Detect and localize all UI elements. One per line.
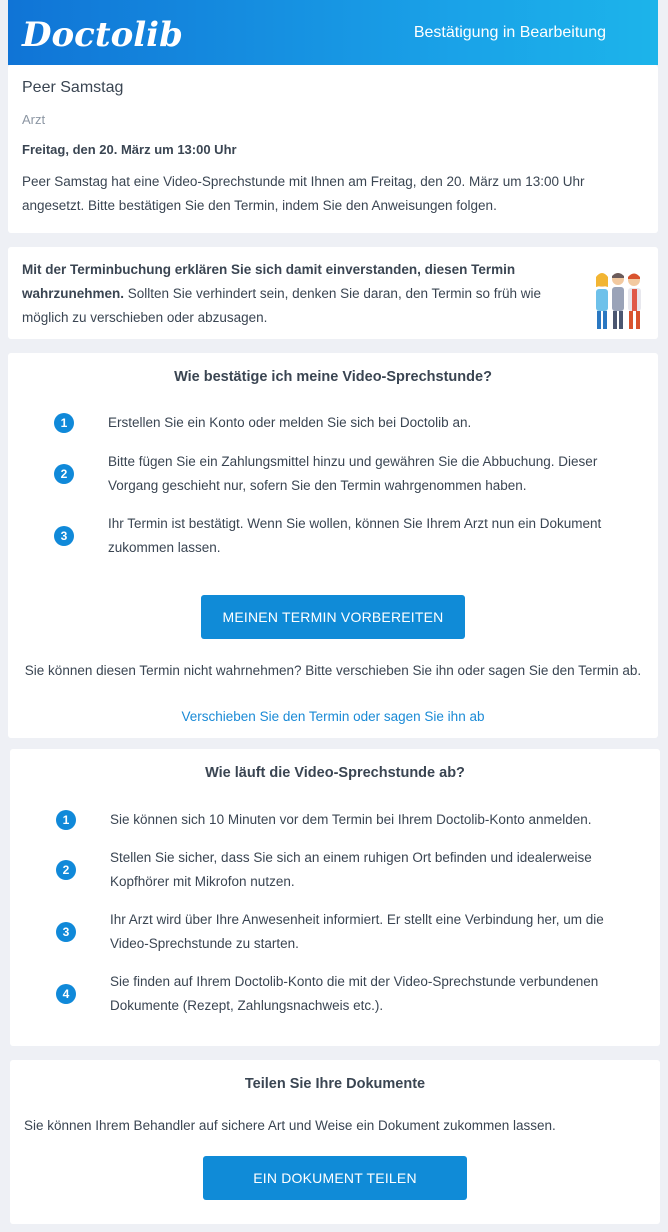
step-text: Ihr Termin ist bestätigt. Wenn Sie wollen, können Sie Ihrem Arzt nun ein Dokument zukommen lassen.	[108, 516, 602, 555]
share-description: Sie können Ihrem Behandler auf sichere Art und Weise ein Dokument zukommen lassen.	[24, 1118, 556, 1133]
step-number-badge: 1	[56, 810, 76, 830]
cannot-attend-text: Sie können diesen Termin nicht wahrnehmen? Bitte verschieben Sie ihn oder sagen Sie den Termin ab.	[24, 663, 642, 678]
step-text: Erstellen Sie ein Konto oder melden Sie sich bei Doctolib an.	[108, 415, 472, 430]
confirm-section-title: Wie bestätige ich meine Video-Sprechstunde?	[174, 369, 492, 385]
confirm-section-card	[8, 353, 658, 738]
share-section-card	[10, 1060, 660, 1224]
appointment-card	[8, 65, 658, 233]
step-number-badge: 1	[54, 413, 74, 433]
confirmation-status: Bestätigung in Bearbeitung	[413, 24, 606, 41]
step-number-badge: 3	[56, 922, 76, 942]
svg-text:Doctolib: Doctolib	[22, 15, 183, 55]
share-section-title: Teilen Sie Ihre Dokumente	[244, 1076, 426, 1092]
step-number-badge: 4	[56, 984, 76, 1004]
step-number-badge: 3	[54, 526, 74, 546]
consent-text	[22, 258, 562, 330]
header-bar	[8, 0, 658, 65]
share-document-button[interactable]: EIN DOKUMENT TEILEN	[203, 1156, 467, 1200]
prepare-appointment-button[interactable]: MEINEN TERMIN VORBEREITEN	[201, 595, 465, 639]
appointment-description: Peer Samstag hat eine Video-Sprechstunde mit Ihnen am Freitag, den 20. März um 13:00 Uhr angesetzt. Bitte bestätigen Sie den Termin, indem Sie den Anweisungen folgen.	[22, 174, 585, 213]
process-section-title: Wie läuft die Video-Sprechstunde ab?	[205, 765, 465, 781]
step-text: Ihr Arzt wird über Ihre Anwesenheit informiert. Er stellt eine Verbindung her, um die Video-Sprechstunde zu starten.	[110, 912, 604, 951]
people-illustration-icon	[588, 267, 648, 333]
doctolib-logo[interactable]	[20, 8, 183, 56]
doctor-name: Peer Samstag	[22, 79, 124, 96]
reschedule-cancel-link[interactable]: Verschieben Sie den Termin oder sagen Sie ihn ab	[181, 709, 485, 724]
process-section-card	[10, 749, 660, 1046]
step-text: Bitte fügen Sie ein Zahlungsmittel hinzu und gewähren Sie die Abbuchung. Dieser Vorgang geschieht nur, sofern Sie den Termin wahrgenommen haben.	[108, 454, 598, 493]
consent-rest: Sollten Sie verhindert sein, denken Sie daran, den Termin so früh wie möglich zu verschieben oder abzusagen.	[22, 286, 542, 325]
step-text: Sie können sich 10 Minuten vor dem Termin bei Ihrem Doctolib-Konto anmelden.	[110, 812, 592, 827]
appointment-date: Freitag, den 20. März um 13:00 Uhr	[22, 142, 237, 157]
step-text: Stellen Sie sicher, dass Sie sich an einem ruhigen Ort befinden und idealerweise Kopfhörer mit Mikrofon nutzen.	[110, 850, 592, 889]
doctor-role: Arzt	[22, 112, 46, 127]
consent-card	[8, 247, 658, 339]
step-text: Sie finden auf Ihrem Doctolib-Konto die mit der Video-Sprechstunde verbundenen Dokumente (Rezept, Zahlungsnachweis etc.).	[110, 974, 599, 1013]
step-number-badge: 2	[54, 464, 74, 484]
consent-bold: Mit der Terminbuchung erklären Sie sich damit einverstanden, diesen Termin wahrzunehmen.	[22, 262, 516, 301]
step-number-badge: 2	[56, 860, 76, 880]
